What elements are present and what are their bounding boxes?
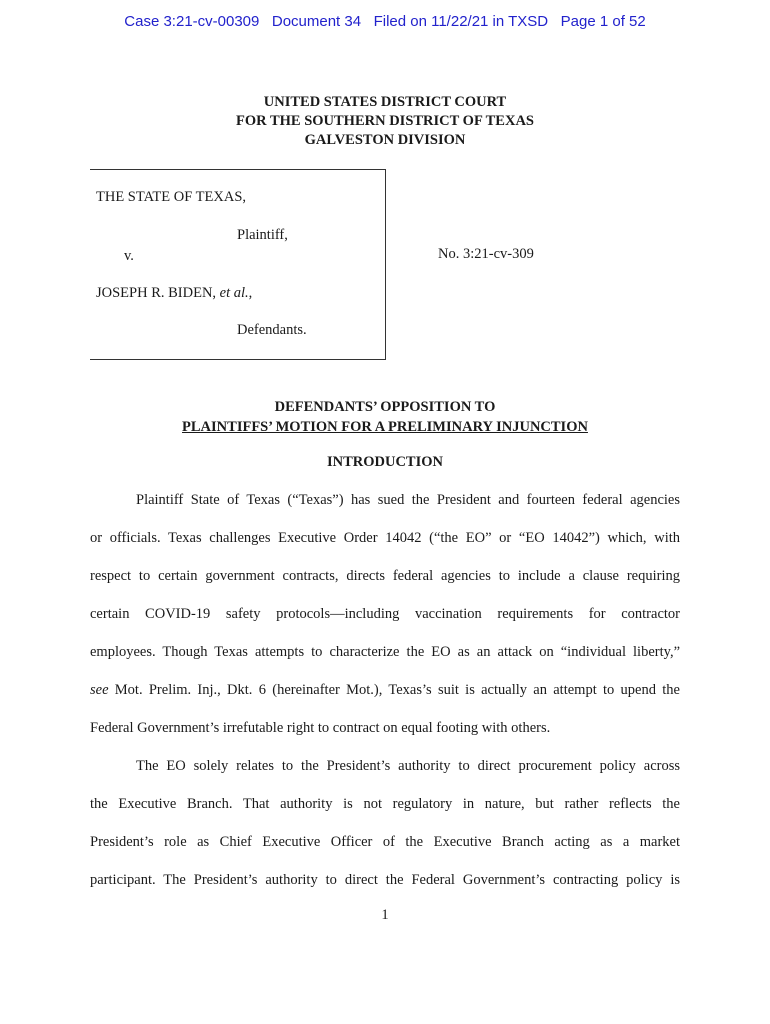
- case-number: No. 3:21-cv-309: [438, 246, 534, 262]
- plaintiff-role: Plaintiff,: [237, 227, 288, 243]
- court-name: UNITED STATES DISTRICT COURT: [263, 94, 507, 110]
- page-number: 1: [381, 907, 389, 923]
- paragraph-1-line-6-text: Mot. Prelim. Inj., Dkt. 6 (hereinafter Mot.), Texas’s suit is actually an attempt to upend the: [108, 682, 680, 698]
- versus: v.: [124, 248, 134, 264]
- paragraph-1-line-5: employees. Though Texas attempts to characterize the EO as an attack on “individual liberty,”: [90, 644, 680, 660]
- court-division: GALVESTON DIVISION: [304, 132, 466, 148]
- see-signal: see: [90, 682, 109, 698]
- paragraph-1-line-1: Plaintiff State of Texas (“Texas”) has sued the President and fourteen federal agencies: [136, 492, 680, 508]
- paragraph-2-line-2: the Executive Branch. That authority is not regulatory in nature, but rather reflects the: [90, 796, 680, 812]
- document-title: [0, 397, 770, 437]
- defendant-etal: et al.: [219, 285, 249, 301]
- paragraph-1-line-6: [90, 682, 680, 699]
- defendant-comma: ,: [248, 285, 253, 301]
- paragraph-1-line-7: Federal Government’s irrefutable right to contract on equal footing with others.: [90, 720, 551, 736]
- ecf-header-stamp: Case 3:21-cv-00309 Document 34 Filed on 11/22/21 in TXSD Page 1 of 52: [124, 13, 646, 30]
- paragraph-2-line-4: participant. The President’s authority to direct the Federal Government’s contracting policy is: [90, 872, 680, 888]
- paragraph-1-line-4: certain COVID-19 safety protocols—including vaccination requirements for contractor: [90, 606, 680, 622]
- paragraph-2-line-3: President’s role as Chief Executive Officer of the Executive Branch acting as a market: [90, 834, 680, 850]
- title-line-2: PLAINTIFFS’ MOTION FOR A PRELIMINARY INJUNCTION: [182, 419, 588, 435]
- paragraph-2-line-1: The EO solely relates to the President’s authority to direct procurement policy across: [136, 758, 680, 774]
- defendant-name-text: JOSEPH R. BIDEN,: [96, 285, 217, 301]
- section-heading: INTRODUCTION: [326, 454, 443, 470]
- court-heading: [0, 93, 770, 150]
- paragraph-1-line-2: or officials. Texas challenges Executive Order 14042 (“the EO” or “EO 14042”) which, with: [90, 530, 680, 546]
- court-district: FOR THE SOUTHERN DISTRICT OF TEXAS: [235, 113, 534, 129]
- title-line-1: DEFENDANTS’ OPPOSITION TO: [274, 399, 496, 415]
- defendant-role: Defendants.: [237, 322, 307, 338]
- paragraph-1-line-3: respect to certain government contracts, directs federal agencies to include a clause requiring: [90, 568, 680, 584]
- plaintiff-name: THE STATE OF TEXAS,: [96, 189, 247, 205]
- defendant-name: [96, 285, 252, 302]
